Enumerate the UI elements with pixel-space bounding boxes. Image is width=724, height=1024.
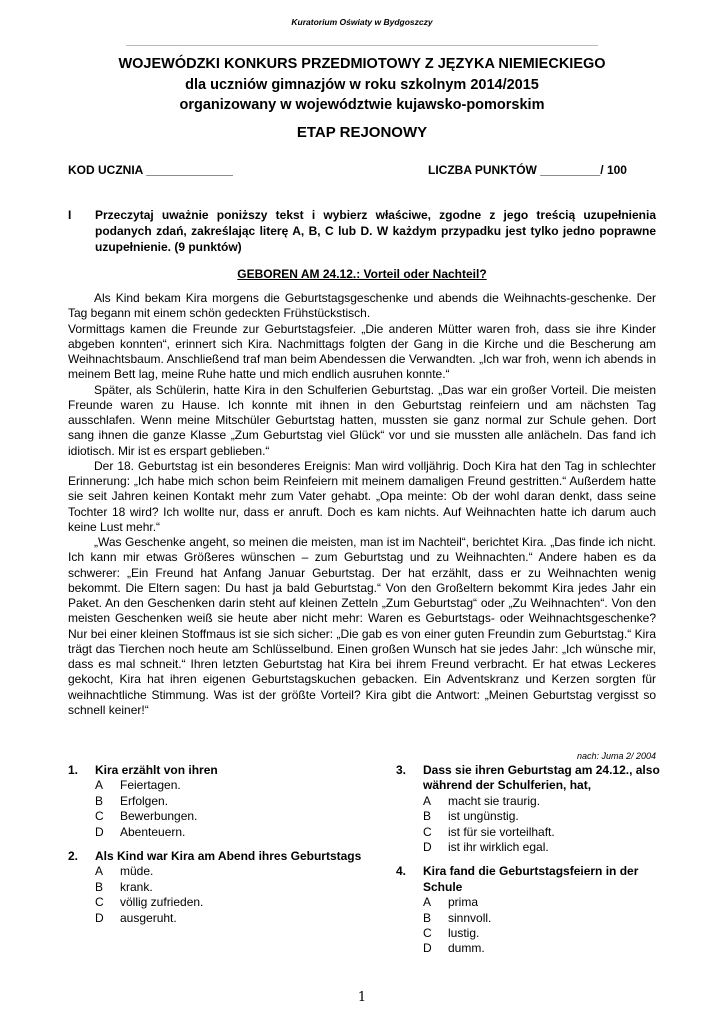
question-number: 1. [68,763,79,777]
story-paragraph: Der 18. Geburtstag ist ein besonderes Ereignis: Man wird volljährig. Doch Kira hat den Tag in schlechter Erinnerung: „Ich habe mich schon beim Reinfeiern mit meinem damaligen Freund gestritten.“ Außerdem hatte sie seit Jahren keinen Kontakt mehr zum Vater gehabt. „Opa meinte: Ob der wohl daran denkt, dass seine Tochter 18 wird? Ich wollte nur, dass er anruft. Doch es kam nichts. Auf Weihnachten hatte ich darum auch keine Lust mehr.“ [68,458,656,534]
option-letter: D [423,840,432,855]
option-text: Erfolgen. [120,793,169,808]
answer-option[interactable] [68,880,388,895]
option-letter: D [95,824,104,839]
question-number: 4. [396,864,407,879]
option-letter: A [95,778,104,793]
student-code-field: KOD UCZNIA _____________ [68,163,233,177]
option-text: völlig zufrieden. [120,895,204,910]
option-text: macht sie traurig. [448,793,541,808]
option-letter: B [95,879,104,894]
question-stem: Kira fand die Geburtstagsfeiern in der Schule [423,864,639,894]
answer-option[interactable] [68,825,388,840]
question [68,849,388,926]
option-text: ist für sie vorteilhaft. [448,824,555,839]
answer-option[interactable] [68,794,388,809]
option-text: Feiertagen. [120,778,181,793]
source-note: nach: Juma 2/ 2004 [576,751,656,761]
option-letter: B [423,910,432,925]
option-letter: D [95,910,104,925]
answer-option[interactable] [396,794,666,809]
option-letter: A [423,793,432,808]
story-paragraph: „Was Geschenke angeht, so meinen die meisten, man ist im Nachteil“, berichtet Kira. „Das finde ich nicht. Ich kann mir etwas Größeres wünschen – zum Geburtstag und zu Weihnachten.“ Andere haben es da schwerer: „Ein Freund hat Anfang Januar Geburtstag. Der hat erzählt, dass er zu Weihnachten wenig bekommt. Die Eltern sagen: Du hast ja bald Geburtstag.“ Von den Großeltern bekommt Kira jedes Jahr ein Paket. An den Geschenken darin steht auf kleinen Zetteln „Zum Geburtstag“ oder „Zu Weihnachten“. Von den meisten Geschenken weiß sie heute aber nicht mehr: Waren es Geburtstags- oder Weihnachtsgeschenke? Nur bei einer kleinen Stoffmaus ist sie sich sicher: „Die gab es von einer guten Freundin zum Geburtstag.“ Kira trägt das Tierchen noch heute am Schlüsselbund. Einen großen Wunsch hat sie jedes Jahr: „Ich wünsche mir, dass es mal schneit.“ Ihren letzten Geburtstag hat Kira bei ihrem Freund verbracht. Er hat etwas Leckeres gekocht, Kira hat ihren eigenen Geburtstagskuchen gebacken. Ein Adventskranz und Kerzen sorgten für weihnachtliche Stimmung. Was ist der größte Vorteil? Kira gibt die Antwort: „Meinen Geburtstag vergisst so schnell keiner!“ [68,535,656,717]
answer-option[interactable] [396,809,666,824]
questions-left-column [68,763,388,926]
story-title: GEBOREN AM 24.12.: Vorteil oder Nachteil? [237,267,487,281]
story-paragraph: Vormittags kamen die Freunde zur Geburtstagsfeier. „Die anderen Mütter waren froh, dass sie ihre Kinder abgeben konnten“, erinnert sich Kira. Nachmittags folgten der Gang in die Kirche und die Bescherung am Weihnachtsbaum. Anschließend traf man beim Abendessen die Verwandten. „Ich war froh, wenn ich abends in meinem Bett lag, meine Ruhe hatte und mich endlich ausruhen konnte.“ [68,321,656,382]
answer-option[interactable] [396,840,666,855]
answer-option[interactable] [68,911,388,926]
page-number: 1 [357,990,367,1005]
option-letter: C [95,809,104,824]
title-line-1: WOJEWÓDZKI KONKURS PRZEDMIOTOWY Z JĘZYKA NIEMIECKIEGO [118,56,606,72]
option-text: prima [448,895,479,910]
answer-option[interactable] [396,911,666,926]
option-letter: D [423,941,432,956]
answer-option[interactable] [68,778,388,793]
answer-option[interactable] [396,941,666,956]
stage-title: ETAP REJONOWY [296,124,428,141]
question [396,864,666,956]
option-text: müde. [120,864,154,879]
option-letter: C [95,895,104,910]
instruction-text: Przeczytaj uważnie poniższy tekst i wybierz właściwe, zgodne z jego treścią uzupełnienia podanych zdań, zakreślając literę A, B, C lub D. W każdym przypadku jest tylko jedno poprawne uzupełnienie. (9 punktów) [95,208,656,254]
points-field: LICZBA PUNKTÓW _________/ 100 [428,163,627,177]
option-letter: B [423,809,432,824]
question-number: 3. [396,763,407,777]
question-stem: Als Kind war Kira am Abend ihres Geburtstags [95,849,362,864]
question-stem: Dass sie ihren Geburtstag am 24.12., also während der Schulferien, hat, [423,763,660,793]
question-number: 2. [68,849,79,864]
title-line-2: dla uczniów gimnazjów w roku szkolnym 2014/2015 [185,77,539,93]
option-text: ist ungünstig. [448,809,519,824]
question [68,763,388,840]
option-text: sinnvoll. [448,910,492,925]
option-letter: A [95,864,104,879]
story-paragraph: Als Kind bekam Kira morgens die Geburtstagsgeschenke und abends die Weihnachts-geschenke. Der Tag begann mit einem schön gedeckten Frühstückstisch. [68,291,656,321]
answer-option[interactable] [396,926,666,941]
header-institution: Kuratorium Oświaty w Bydgoszczy [291,17,433,27]
title-line-3: organizowany w województwie kujawsko-pomorskim [179,97,545,113]
answer-option[interactable] [68,864,388,879]
option-letter: C [423,926,432,941]
answer-option[interactable] [68,895,388,910]
task-instruction [68,207,656,255]
option-text: Bewerbungen. [120,809,198,824]
story-text [68,291,656,718]
option-letter: B [95,793,104,808]
answer-option[interactable] [396,825,666,840]
task-number: I [68,208,72,222]
header-rule [126,45,598,46]
option-text: ist ihr wirklich egal. [448,840,549,855]
option-text: ausgeruht. [120,910,177,925]
option-text: lustig. [448,926,480,941]
question-stem: Kira erzählt von ihren [95,763,218,777]
option-letter: C [423,824,432,839]
option-text: Abenteuern. [120,824,186,839]
option-letter: A [423,895,432,910]
option-text: dumm. [448,941,485,956]
questions-right-column [396,763,666,957]
answer-option[interactable] [68,809,388,824]
question [396,763,666,855]
option-text: krank. [120,879,153,894]
answer-option[interactable] [396,895,666,910]
story-paragraph: Später, als Schülerin, hatte Kira in den Schulferien Geburtstag. „Das war ein großer Vorteil. Die meisten Freunde waren zu Hause. Ich konnte mit ihnen in den Geburtstag reinfeiern und am nächsten Tag ausschlafen. Wenn meine Mitschüler Geburtstag hatten, mussten sie ganz normal zur Schule gehen. Dort sang ihnen die ganze Klasse „Zum Geburtstag viel Glück“ vor und sie mussten alle anlächeln. Das fand ich idiotisch. Mir ist es erspart geblieben.“ [68,382,656,458]
